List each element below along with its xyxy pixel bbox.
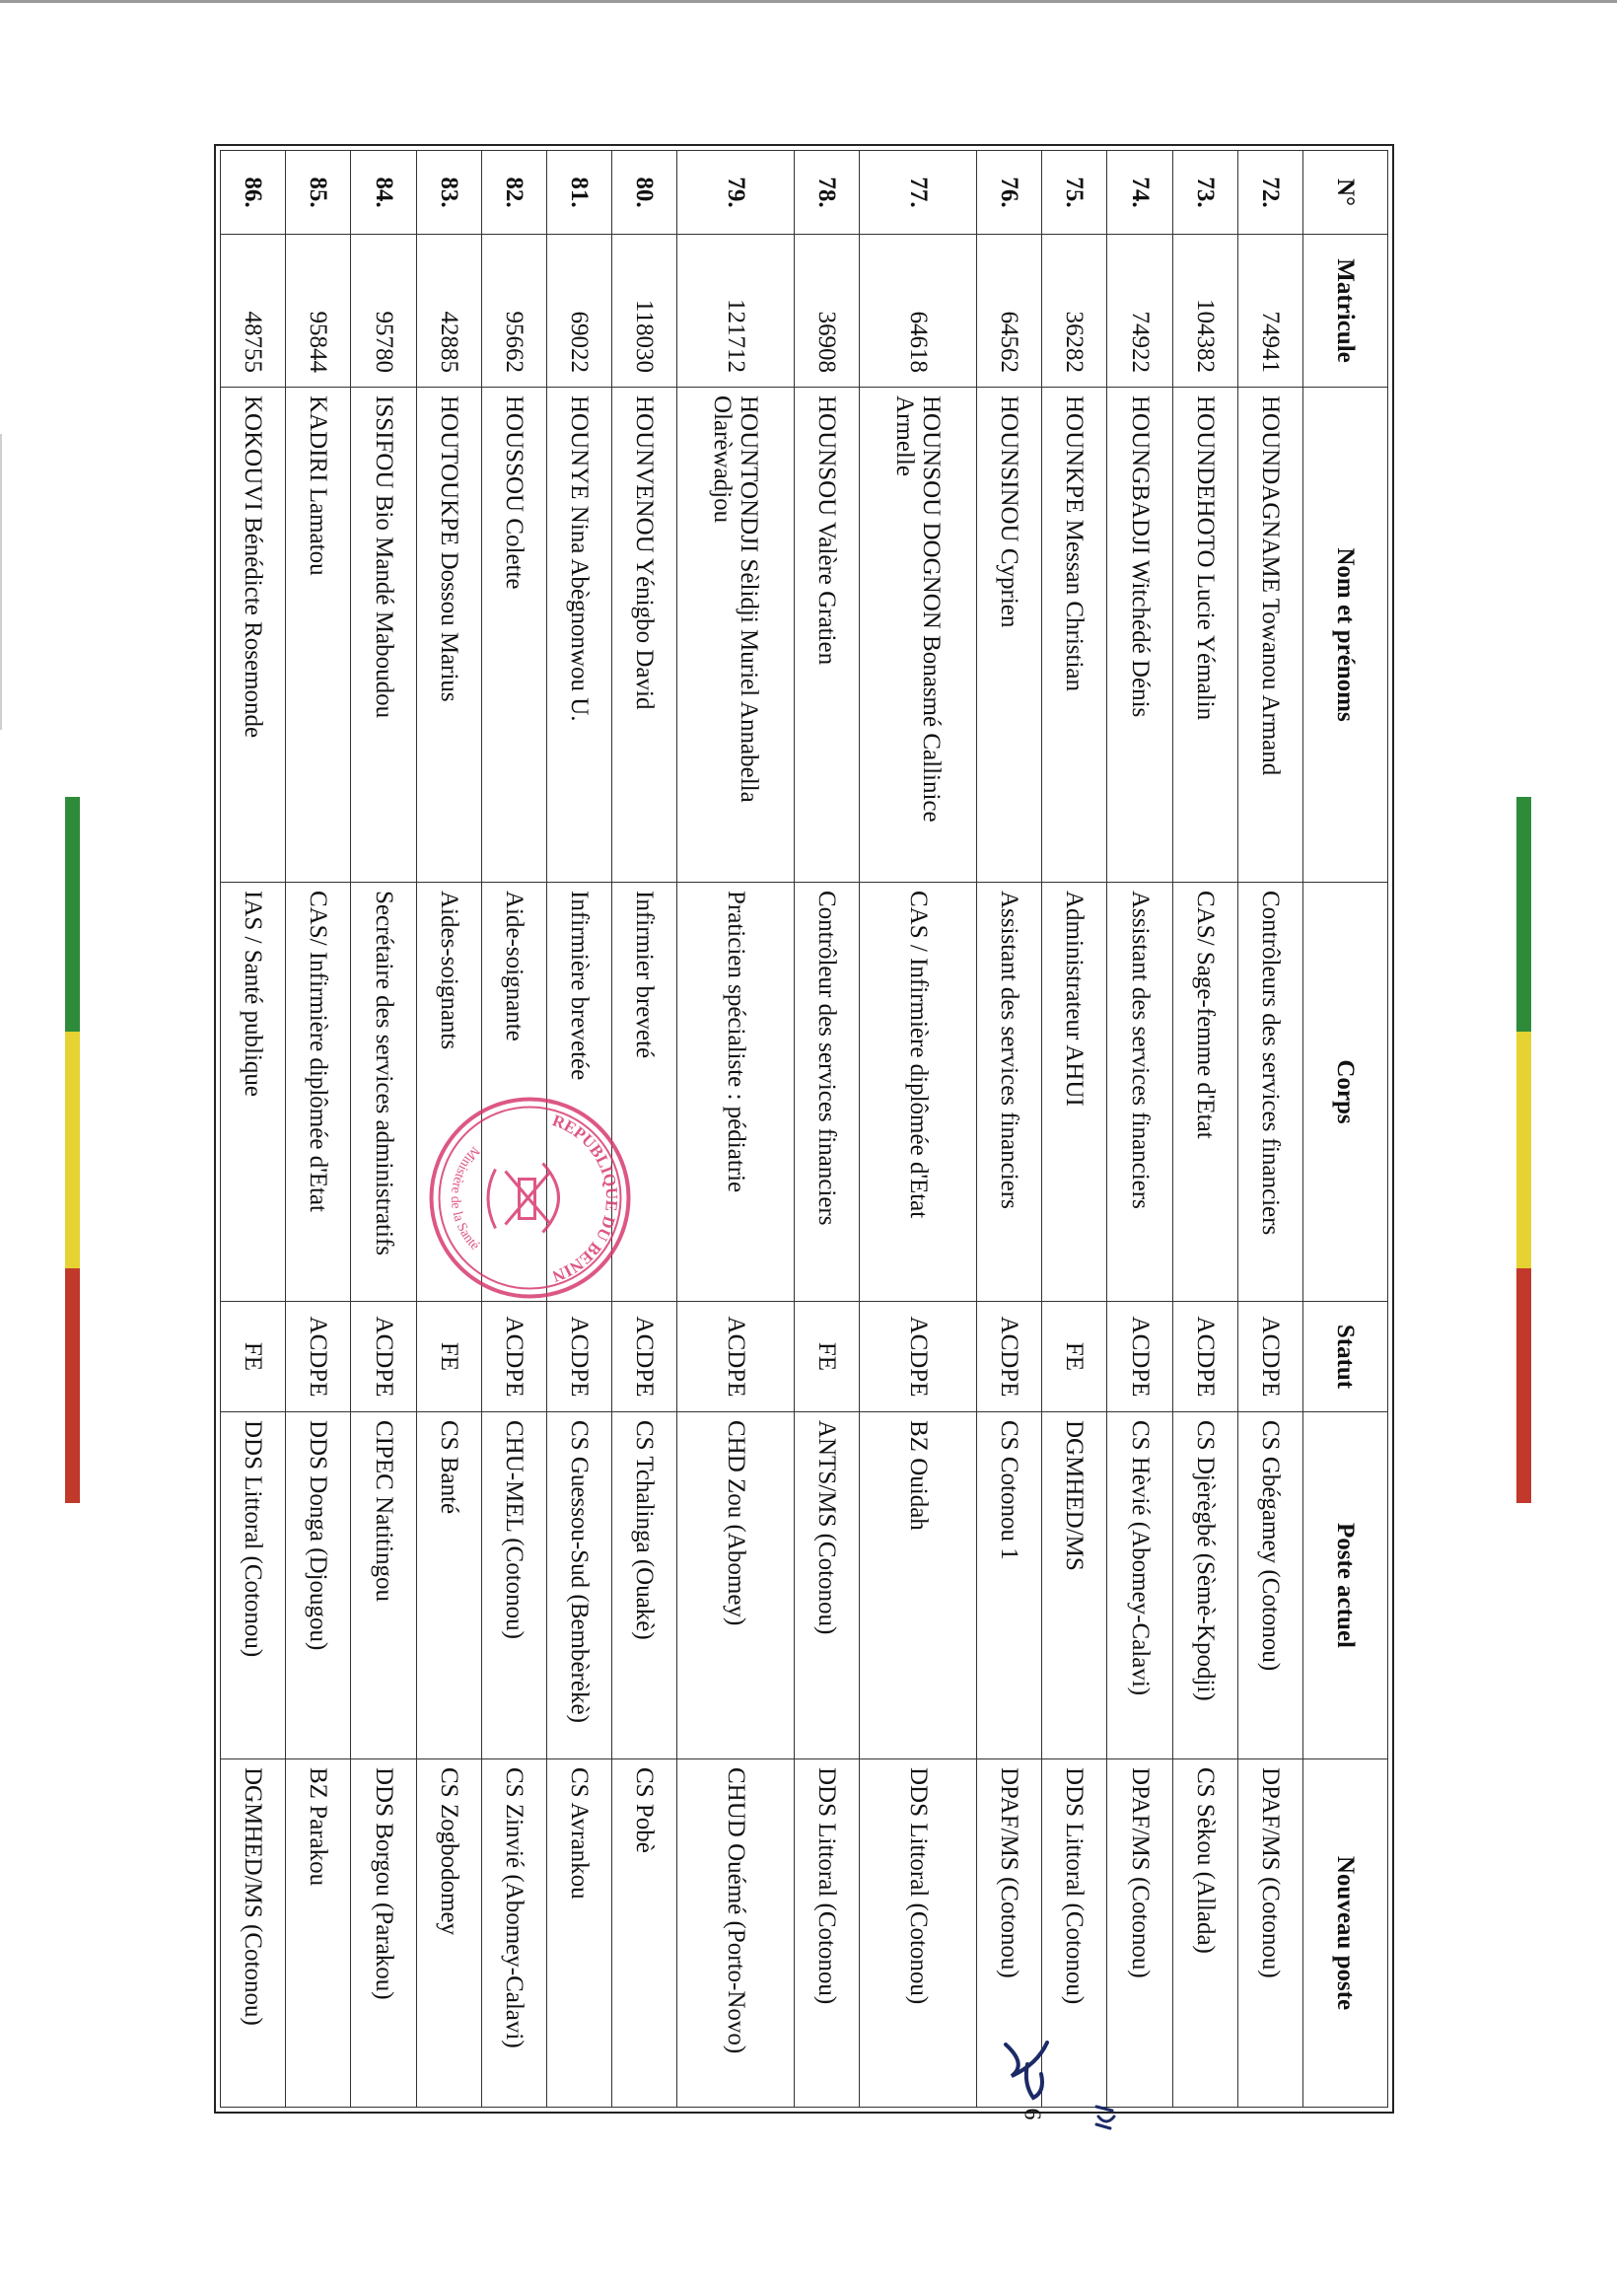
cell-nouveau-poste: DPAF/MS (Cotonou)	[1237, 1759, 1302, 2108]
cell-nouveau-poste: DPAF/MS (Cotonou)	[977, 1759, 1042, 2108]
cell-corps: Infirmière brevetée	[547, 883, 612, 1302]
cell-poste-actuel: ANTS/MS (Cotonou)	[795, 1412, 860, 1759]
cell-matricule: 48755	[221, 235, 286, 388]
stamp-bottom-text: Ministère de la Santé	[447, 1143, 483, 1254]
cell-matricule: 64618	[860, 235, 977, 388]
cell-nouveau-poste: CS Zinvié (Abomey-Calavi)	[481, 1759, 546, 2108]
cell-num: 78.	[795, 151, 860, 235]
cell-num: 81.	[547, 151, 612, 235]
handwritten-initial	[1092, 2101, 1118, 2130]
cell-statut: FE	[795, 1302, 860, 1412]
table-row	[221, 151, 286, 2108]
cell-poste-actuel: CS Djèrègbé (Sèmè-Kpodji)	[1172, 1412, 1237, 1759]
header-matricule: Matricule	[1303, 235, 1388, 388]
cell-poste-actuel: CIPEC Natitingou	[351, 1412, 416, 1759]
cell-statut: ACDPE	[860, 1302, 977, 1412]
table-row	[977, 151, 1042, 2108]
flag-green-segment	[65, 797, 80, 1032]
cell-statut: FE	[416, 1302, 481, 1412]
cell-matricule: 64562	[977, 235, 1042, 388]
assignment-table	[220, 150, 1388, 2108]
cell-poste-actuel: CHD Zou (Abomey)	[677, 1412, 795, 1759]
cell-nom: HOUNVENOU Yénigbo David	[612, 388, 677, 883]
cell-poste-actuel: CS Gbégamey (Cotonou)	[1237, 1412, 1302, 1759]
cell-poste-actuel: CS Guessou-Sud (Bembèrèkè)	[547, 1412, 612, 1759]
cell-nom: HOUNYE Nina Abègnonwou U.	[547, 388, 612, 883]
cell-poste-actuel: DGMHED/MS	[1042, 1412, 1107, 1759]
page-number: 6	[1019, 2108, 1045, 2120]
header-poste-actuel: Poste actuel	[1303, 1412, 1388, 1759]
cell-corps: Assistant des services financiers	[977, 883, 1042, 1302]
table-row	[1172, 151, 1237, 2108]
cell-corps: Secrétaire des services administratifs	[351, 883, 416, 1302]
cell-matricule: 36908	[795, 235, 860, 388]
cell-nom: HOUNKPE Messan Christian	[1042, 388, 1107, 883]
cell-matricule: 74922	[1107, 235, 1172, 388]
cell-matricule: 95844	[286, 235, 351, 388]
top-border-line	[0, 0, 1617, 3]
flag-yellow-segment	[65, 1032, 80, 1268]
cell-nouveau-poste: DPAF/MS (Cotonou)	[1107, 1759, 1172, 2108]
cell-nouveau-poste: BZ Parakou	[286, 1759, 351, 2108]
flag-stripe-right	[1516, 797, 1531, 1503]
cell-statut: ACDPE	[977, 1302, 1042, 1412]
cell-poste-actuel: CS Tchalinga (Ouakè)	[612, 1412, 677, 1759]
cell-num: 82.	[481, 151, 546, 235]
table-row	[795, 151, 860, 2108]
table-row	[286, 151, 351, 2108]
cell-nom: HOUTOUKPE Dossou Marius	[416, 388, 481, 883]
cell-num: 79.	[677, 151, 795, 235]
cell-corps: CAS/ Sage-femme d'Etat	[1172, 883, 1237, 1302]
table-row	[677, 151, 795, 2108]
cell-poste-actuel: CS Hèvié (Abomey-Calavi)	[1107, 1412, 1172, 1759]
cell-corps: CAS/ Infirmière diplômée d'Etat	[286, 883, 351, 1302]
cell-num: 74.	[1107, 151, 1172, 235]
cell-nom: HOUNGBADJI Witchédé Dénis	[1107, 388, 1172, 883]
cell-num: 77.	[860, 151, 977, 235]
cell-corps: IAS / Santé publique	[221, 883, 286, 1302]
cell-nouveau-poste: CHUD Ouémé (Porto-Novo)	[677, 1759, 795, 2108]
table-row	[860, 151, 977, 2108]
cell-nouveau-poste: DDS Littoral (Cotonou)	[795, 1759, 860, 2108]
cell-matricule: 121712	[677, 235, 795, 388]
official-stamp	[427, 1093, 634, 1305]
header-nom: Nom et prénoms	[1303, 388, 1388, 883]
stamp-emblem	[488, 1164, 559, 1233]
cell-nom: HOUNDEHOTO Lucie Yémalin	[1172, 388, 1237, 883]
cell-poste-actuel: DDS Littoral (Cotonou)	[221, 1412, 286, 1759]
cell-nouveau-poste: DGMHED/MS (Cotonou)	[221, 1759, 286, 2108]
cell-corps: Assistant des services financiers	[1107, 883, 1172, 1302]
cell-nom: ISSIFOU Bio Mandé Maboudou	[351, 388, 416, 883]
cell-num: 73.	[1172, 151, 1237, 235]
cell-num: 80.	[612, 151, 677, 235]
cell-corps: Contrôleur des services financiers	[795, 883, 860, 1302]
signature-mark	[998, 2035, 1057, 2104]
cell-statut: ACDPE	[1107, 1302, 1172, 1412]
header-corps: Corps	[1303, 883, 1388, 1302]
cell-matricule: 42885	[416, 235, 481, 388]
cell-statut: ACDPE	[1237, 1302, 1302, 1412]
cell-corps: Infirmier breveté	[612, 883, 677, 1302]
cell-nouveau-poste: CS Avrankou	[547, 1759, 612, 2108]
cell-nom: KADIRI Lamatou	[286, 388, 351, 883]
cell-nom: HOUNSINOU Cyprien	[977, 388, 1042, 883]
table-row	[1042, 151, 1107, 2108]
cell-matricule: 95780	[351, 235, 416, 388]
flag-green-segment	[1516, 797, 1531, 1032]
cell-num: 75.	[1042, 151, 1107, 235]
stamp-top-text: REPUBLIQUE DU BENIN	[549, 1111, 622, 1286]
table-row	[1107, 151, 1172, 2108]
cell-corps: Contrôleurs des services financiers	[1237, 883, 1302, 1302]
cell-num: 76.	[977, 151, 1042, 235]
cell-matricule: 104382	[1172, 235, 1237, 388]
table-row	[351, 151, 416, 2108]
cell-corps: Praticien spécialiste : pédiatrie	[677, 883, 795, 1302]
cell-statut: ACDPE	[547, 1302, 612, 1412]
header-num: N°	[1303, 151, 1388, 235]
cell-nouveau-poste: CS Zogbodomey	[416, 1759, 481, 2108]
cell-poste-actuel: CS Cotonou 1	[977, 1412, 1042, 1759]
cell-matricule: 69022	[547, 235, 612, 388]
cell-poste-actuel: DDS Donga (Djougou)	[286, 1412, 351, 1759]
cell-statut: FE	[1042, 1302, 1107, 1412]
cell-statut: ACDPE	[481, 1302, 546, 1412]
cell-statut: ACDPE	[612, 1302, 677, 1412]
header-nouveau-poste: Nouveau poste	[1303, 1759, 1388, 2108]
flag-stripe-left	[65, 797, 80, 1503]
cell-corps: Aide-soignante	[481, 883, 546, 1302]
cell-nouveau-poste: CS Pobè	[612, 1759, 677, 2108]
cell-num: 84.	[351, 151, 416, 235]
header-statut: Statut	[1303, 1302, 1388, 1412]
cell-matricule: 118030	[612, 235, 677, 388]
cell-nouveau-poste: DDS Littoral (Cotonou)	[860, 1759, 977, 2108]
cell-num: 72.	[1237, 151, 1302, 235]
cell-nom: HOUNSOU DOGNON Bonasmé Callinice Armelle	[860, 388, 977, 883]
cell-statut: ACDPE	[286, 1302, 351, 1412]
cell-nouveau-poste: CS Sèkou (Allada)	[1172, 1759, 1237, 2108]
cell-poste-actuel: CS Banté	[416, 1412, 481, 1759]
cell-nouveau-poste: DDS Borgou (Parakou)	[351, 1759, 416, 2108]
cell-poste-actuel: CHU-MEL (Cotonou)	[481, 1412, 546, 1759]
cell-corps: CAS / Infirmière diplômée d'Etat	[860, 883, 977, 1302]
cell-matricule: 95662	[481, 235, 546, 388]
cell-num: 83.	[416, 151, 481, 235]
cell-nom: HOUNTONDJI Sèlidji Muriel Annabella Olarèwadjou	[677, 388, 795, 883]
flag-red-segment	[65, 1268, 80, 1503]
cell-nom: HOUSSOU Colette	[481, 388, 546, 883]
cell-statut: FE	[221, 1302, 286, 1412]
cell-statut: ACDPE	[1172, 1302, 1237, 1412]
cell-num: 85.	[286, 151, 351, 235]
cell-poste-actuel: BZ Ouidah	[860, 1412, 977, 1759]
cell-statut: ACDPE	[677, 1302, 795, 1412]
cell-corps: Administrateur AHUI	[1042, 883, 1107, 1302]
cell-nom: KOKOUVI Bénédicte Rosemonde	[221, 388, 286, 883]
table-header-row	[1303, 151, 1388, 2108]
cell-nouveau-poste: DDS Littoral (Cotonou)	[1042, 1759, 1107, 2108]
scan-edge-mark	[0, 434, 2, 730]
cell-num: 86.	[221, 151, 286, 235]
cell-matricule: 36282	[1042, 235, 1107, 388]
flag-red-segment	[1516, 1268, 1531, 1503]
cell-statut: ACDPE	[351, 1302, 416, 1412]
flag-yellow-segment	[1516, 1032, 1531, 1268]
rotated-table-wrapper	[220, 150, 1388, 2107]
cell-corps: Aides-soignants	[416, 883, 481, 1302]
cell-nom: HOUNSOU Valère Gratien	[795, 388, 860, 883]
table-row	[1237, 151, 1302, 2108]
cell-matricule: 74941	[1237, 235, 1302, 388]
cell-nom: HOUNDAGNAME Towanou Armand	[1237, 388, 1302, 883]
